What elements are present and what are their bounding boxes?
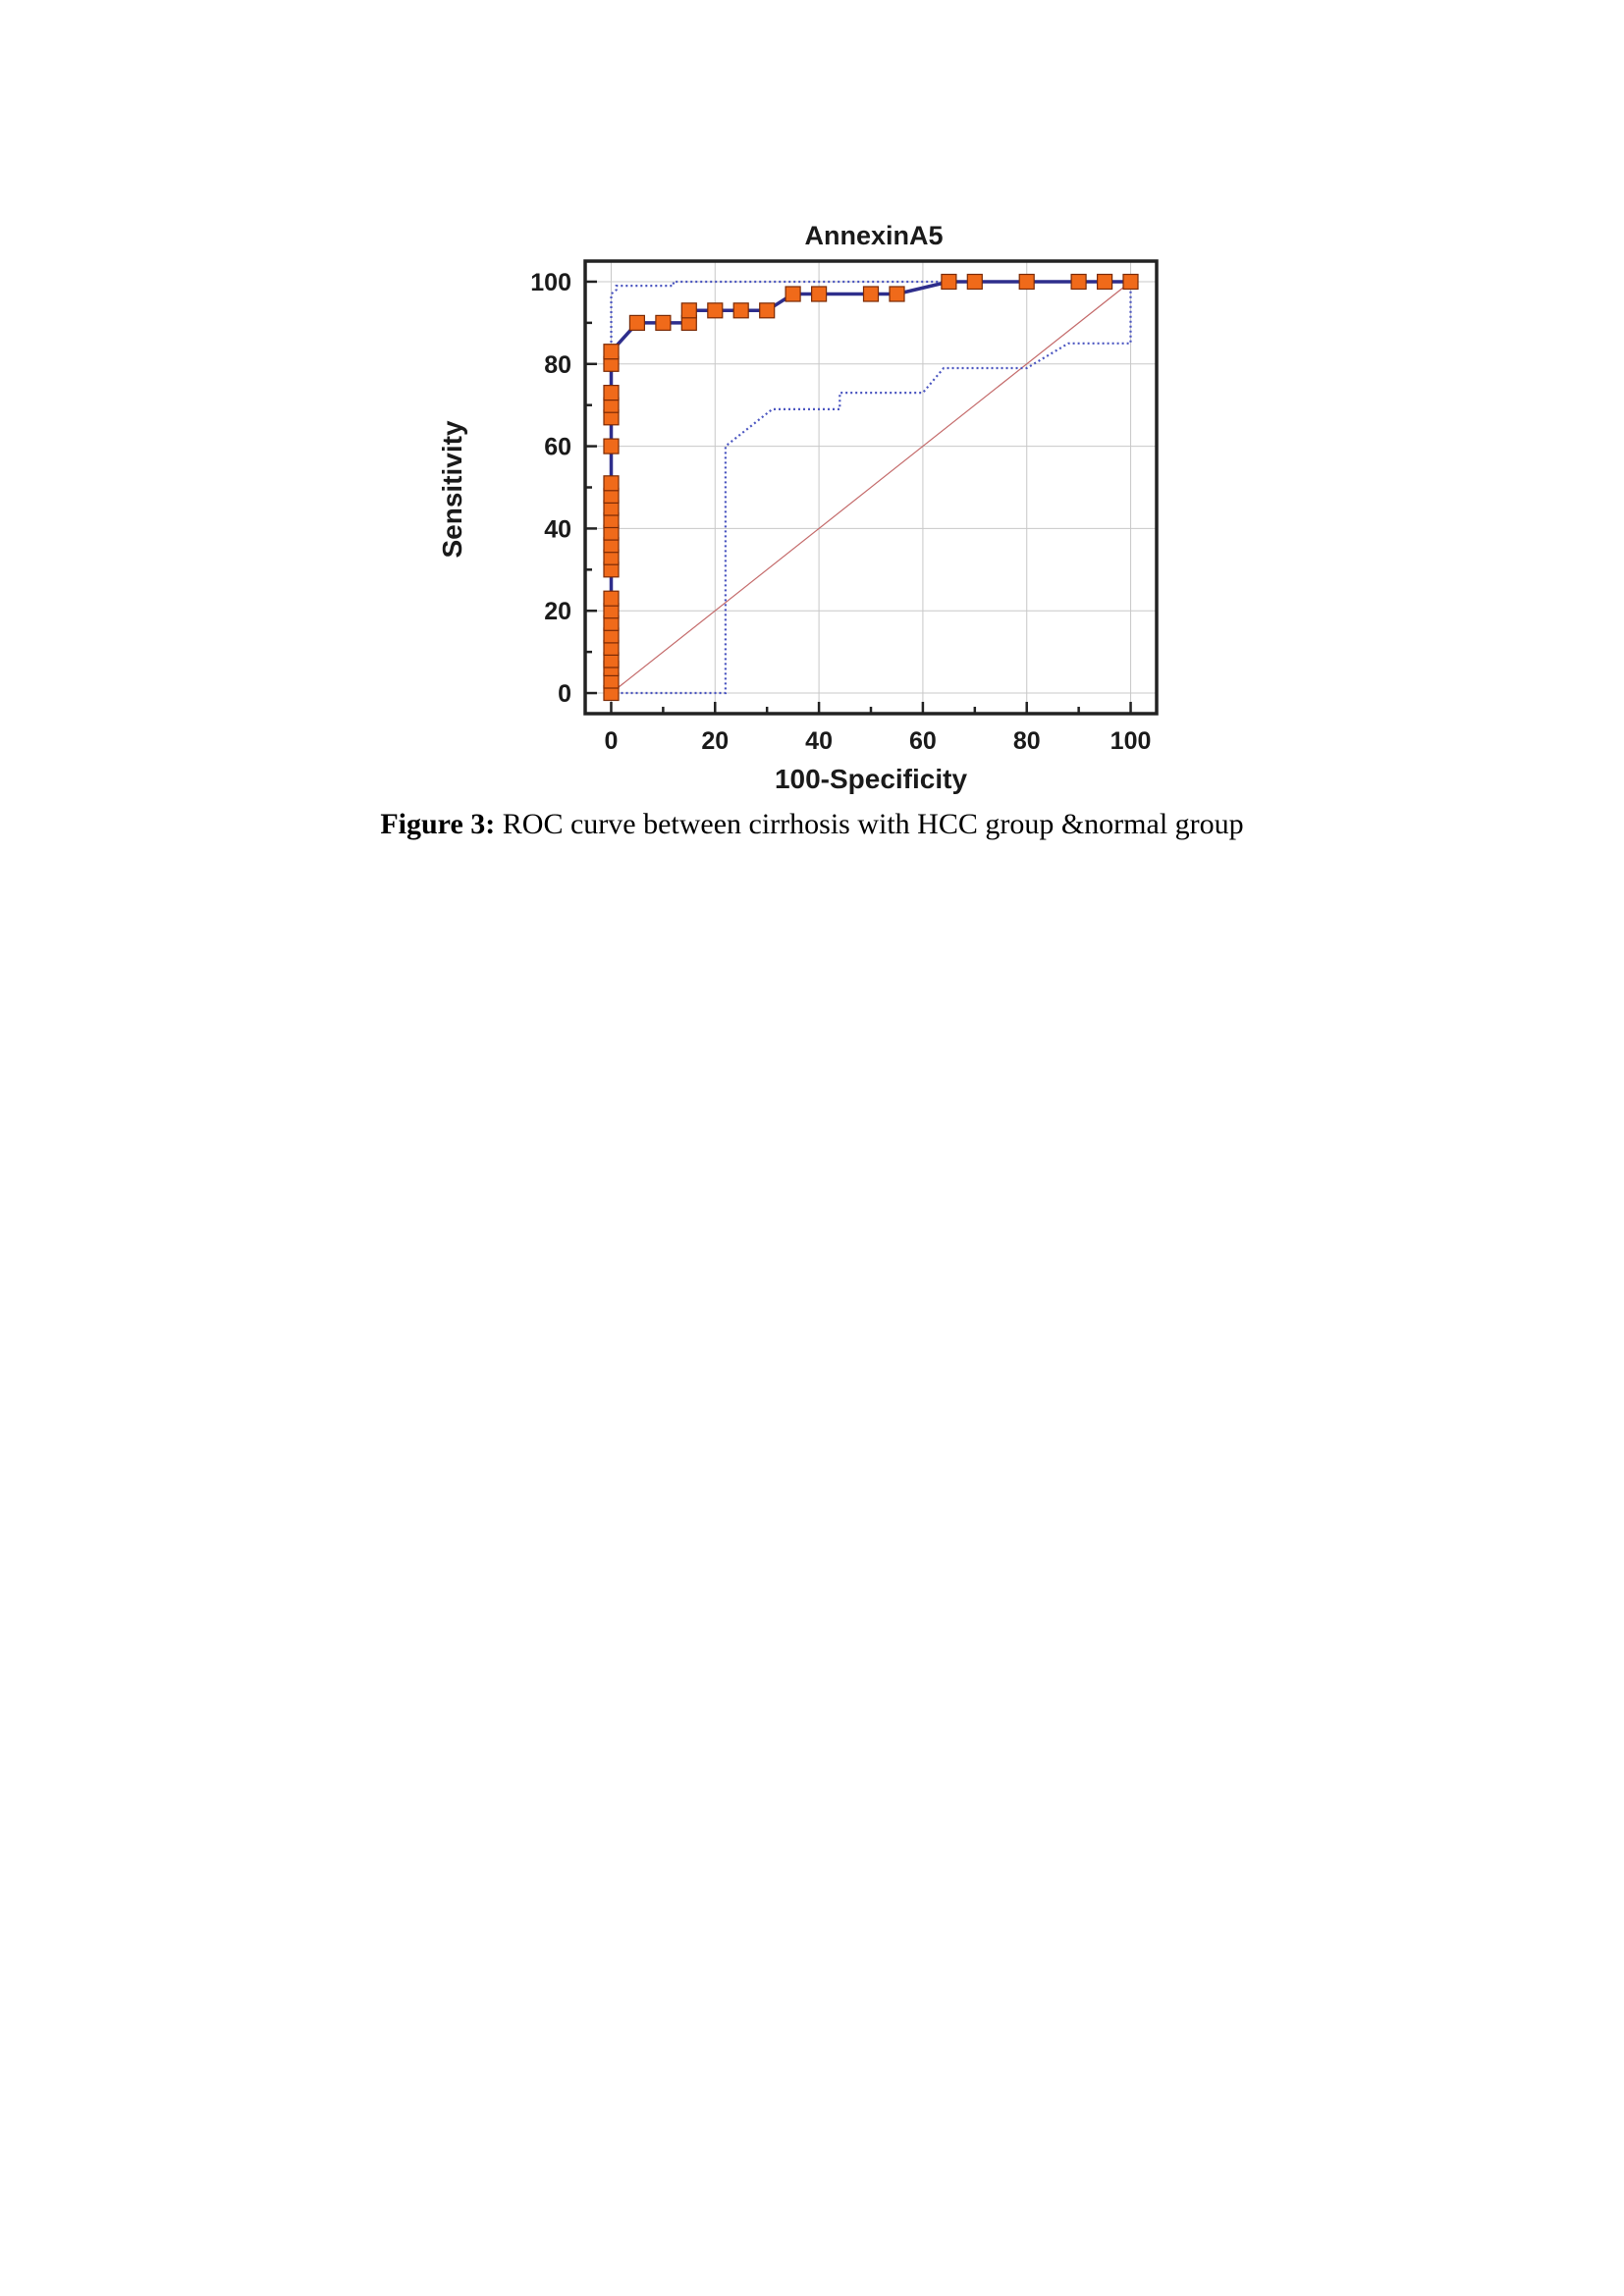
y-tick-label-100: 100 bbox=[530, 268, 571, 296]
roc-point-28 bbox=[733, 303, 748, 318]
roc-point-37 bbox=[1071, 275, 1086, 290]
figure-caption-label: Figure 3: bbox=[380, 808, 496, 840]
chart-title: AnnexinA5 bbox=[804, 221, 944, 250]
roc-point-22 bbox=[604, 345, 619, 359]
roc-point-35 bbox=[967, 275, 982, 290]
x-tick-label-40: 40 bbox=[805, 727, 833, 755]
roc-point-20 bbox=[604, 386, 619, 400]
roc-point-36 bbox=[1019, 275, 1034, 290]
figure-caption-text: ROC curve between cirrhosis with HCC group &normal group bbox=[495, 808, 1244, 840]
roc-figure bbox=[0, 0, 1624, 883]
roc-point-27 bbox=[708, 303, 723, 318]
roc-point-32 bbox=[864, 287, 879, 301]
roc-point-29 bbox=[760, 303, 775, 318]
roc-point-38 bbox=[1098, 275, 1112, 290]
x-tick-label-80: 80 bbox=[1012, 727, 1041, 755]
roc-point-34 bbox=[942, 275, 956, 290]
roc-point-30 bbox=[785, 287, 800, 301]
x-tick-label-20: 20 bbox=[701, 727, 730, 755]
y-axis-label: Sensitivity bbox=[437, 420, 467, 559]
roc-point-24 bbox=[656, 315, 671, 330]
roc-point-33 bbox=[890, 287, 904, 301]
x-tick-label-60: 60 bbox=[909, 727, 937, 755]
diagonal-reference-line bbox=[612, 282, 1131, 693]
roc-point-31 bbox=[812, 287, 827, 301]
x-axis-label: 100-Specificity bbox=[774, 764, 968, 794]
roc-point-8 bbox=[604, 591, 619, 606]
figure-caption bbox=[0, 808, 1624, 841]
roc-point-23 bbox=[629, 315, 644, 330]
y-tick-label-0: 0 bbox=[558, 680, 571, 709]
roc-chart bbox=[0, 0, 1624, 805]
y-tick-label-40: 40 bbox=[544, 515, 571, 544]
roc-point-16 bbox=[604, 476, 619, 491]
roc-point-39 bbox=[1123, 275, 1138, 290]
diagonal-line bbox=[612, 282, 1131, 693]
roc-point-26 bbox=[681, 303, 696, 318]
x-tick-label-0: 0 bbox=[604, 727, 619, 755]
y-tick-label-20: 20 bbox=[544, 598, 571, 626]
roc-point-17 bbox=[604, 439, 619, 454]
y-tick-label-80: 80 bbox=[544, 350, 571, 379]
x-tick-label-100: 100 bbox=[1110, 727, 1152, 755]
y-tick-label-60: 60 bbox=[544, 433, 571, 461]
